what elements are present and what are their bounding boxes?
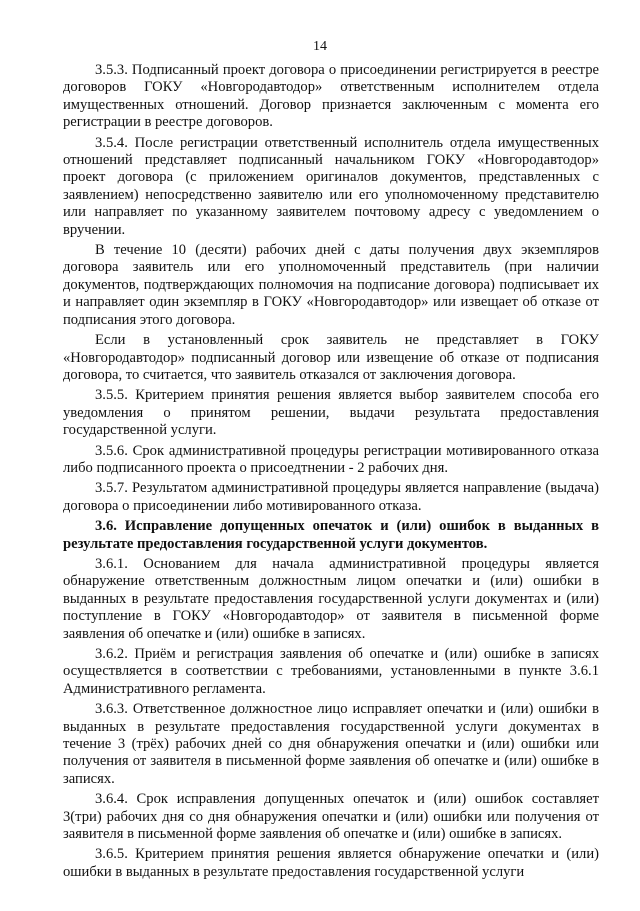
paragraph-refusal: Если в установленный срок заявитель не представляет в ГОКУ «Новгородавтодор» подписанный договор или извещение об отказе от подписания договора, то считается, что заявитель отказался от заключения договора.: [63, 332, 599, 383]
paragraph-3-5-3: 3.5.3. Подписанный проект договора о присоединении регистрируется в реестре договоров ГОКУ «Новгородавтодор» ответственным исполнителем отдела имущественных отношений. Договор признается заключенным с момента его регистрации в реестре договоров.: [63, 62, 599, 131]
paragraph-3-5-4: 3.5.4. После регистрации ответственный исполнитель отдела имущественных отношений представляет подписанный начальником ГОКУ «Новгородавтодор» проект договора (с приложением оригиналов документов, представленных с заявлением) непосредственно заявителю или его уполномоченному представителю или направляет по указанному заявителем почтовому адресу с уведомлением о вручении.: [63, 134, 599, 238]
section-heading-3-6: 3.6. Исправление допущенных опечаток и (или) ошибок в выданных в результате предоставления государственной услуги документов.: [63, 518, 599, 552]
paragraph-3-6-4: 3.6.4. Срок исправления допущенных опечаток и (или) ошибок составляет 3(три) рабочих дня со дня обнаружения опечатки и (или) ошибки или получения от заявителя в письменной форме заявления об опечатке и (или) ошибке в записях.: [63, 791, 599, 843]
paragraph-3-6-5: 3.6.5. Критерием принятия решения является обнаружение опечатки и (или) ошибки в выданных в результате предоставления государственной услуги: [63, 846, 599, 880]
paragraph-3-6-3: 3.6.3. Ответственное должностное лицо исправляет опечатки и (или) ошибки в выданных в результате предоставления государственной услуги документах в течение 3 (трёх) рабочих дней со дня обнаружения опечатки и (или) ошибки или получения от заявителя в письменной форме заявления об опечатке и (или) ошибке в записях.: [63, 701, 599, 787]
paragraph-3-5-5: 3.5.5. Критерием принятия решения является выбор заявителем способа его уведомления о принятом решении, выдачи результата предоставления государственной услуги.: [63, 387, 599, 439]
page-number: 14: [313, 39, 327, 54]
paragraph-3-6-2: 3.6.2. Приём и регистрация заявления об опечатке и (или) ошибке в записях осуществляется в соответствии с требованиями, установленными в пункте 3.6.1 Административного регламента.: [63, 646, 599, 697]
paragraph-3-5-7: 3.5.7. Результатом административной процедуры является направление (выдача) договора о присоединении либо мотивированного отказа.: [63, 480, 599, 514]
paragraph-3-5-6: 3.5.6. Срок административной процедуры регистрации мотивированного отказа либо подписанного проекта о присоедтнении - 2 рабочих дня.: [63, 442, 599, 476]
paragraph-3-6-1: 3.6.1. Основанием для начала административной процедуры является обнаружение ответственным должностным лицом опечатки и (или) ошибки в выданных в результате предоставления государственной услуги документах и (или) поступление в ГОКУ «Новгородавтодор» от заявителя в письменной форме заявления об опечатке и (или) ошибке в записях.: [63, 555, 599, 642]
paragraph-signing-period: В течение 10 (десяти) рабочих дней с даты получения двух экземпляров договора заявитель или его уполномоченный представитель (при наличии документов, подтверждающих полномочия на подписание договора) подписывает их и направляет один экземпляр в ГОКУ «Новгородавтодор» или извещает об отказе от подписания этого договора.: [63, 242, 599, 328]
document-body: [63, 62, 599, 884]
